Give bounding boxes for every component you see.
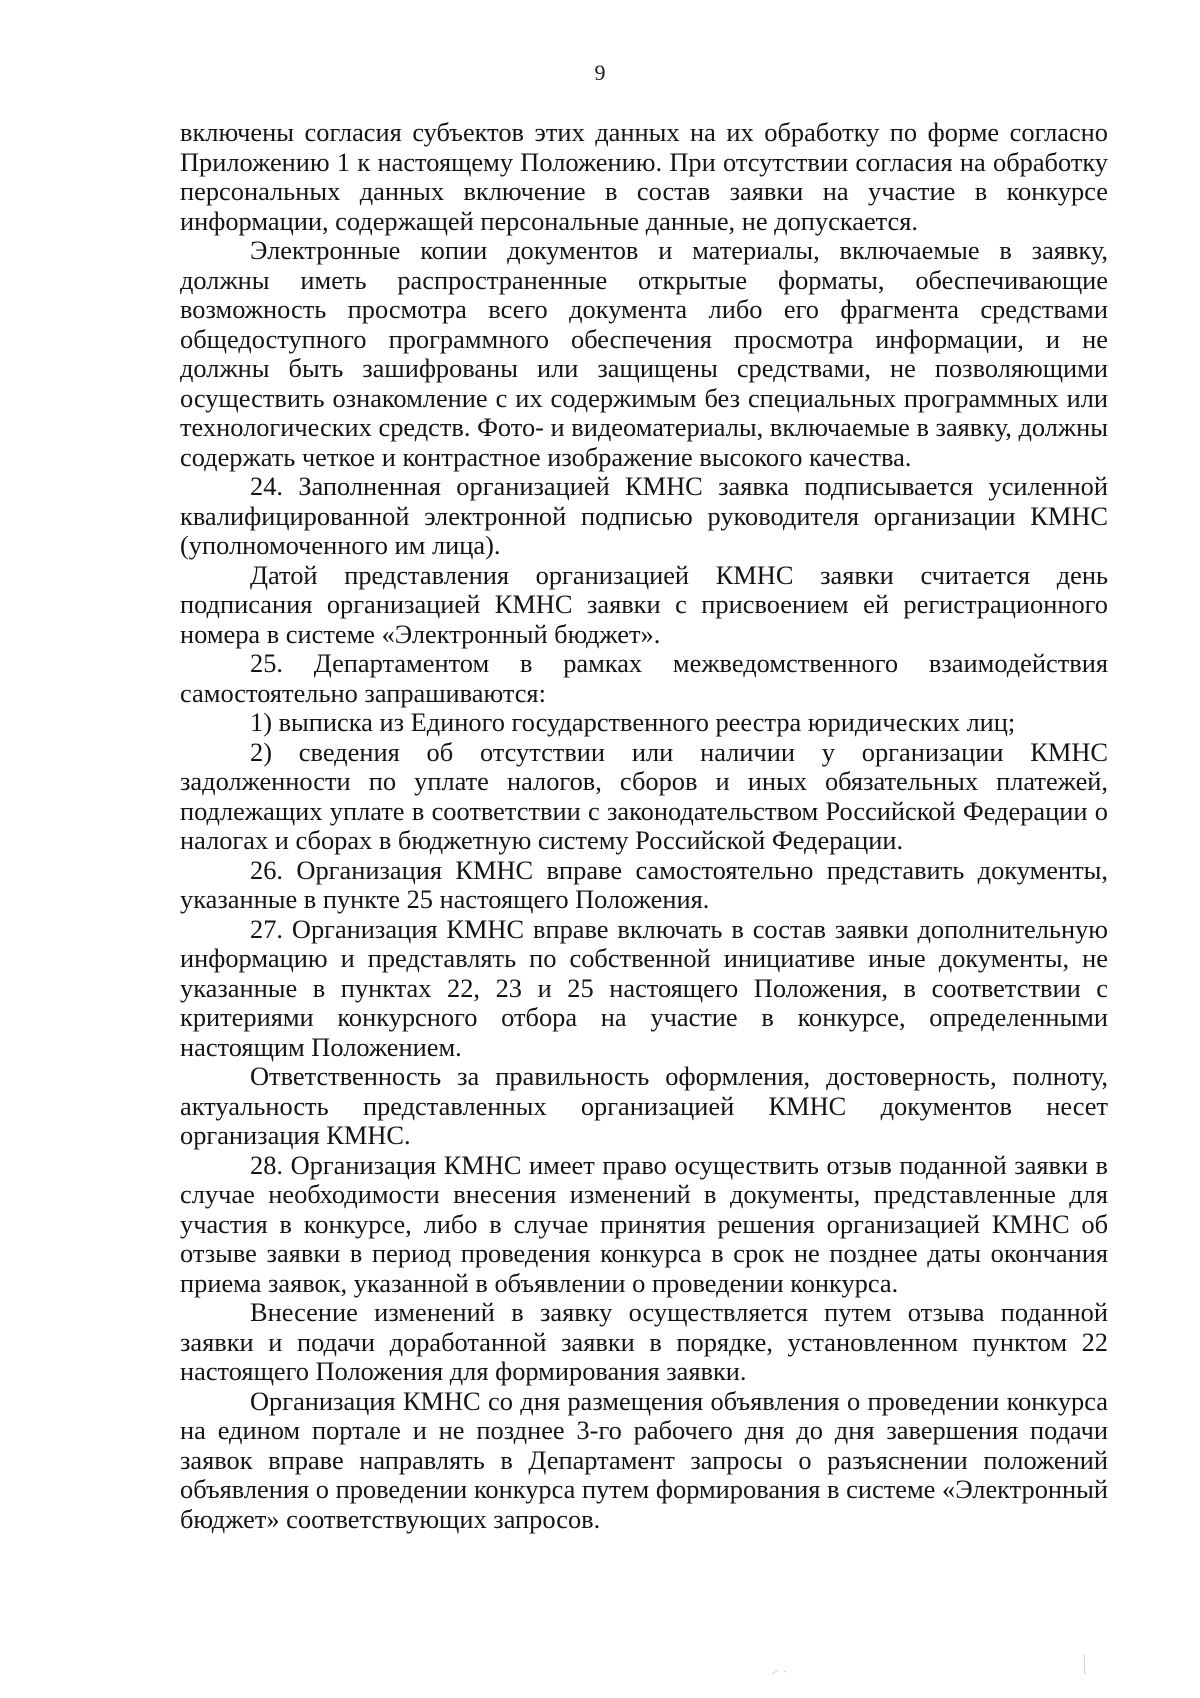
paragraph-clarification-requests: Организация КМНС со дня размещения объявления о проведении конкурса на едином портале и не позднее 3-го рабочего дня до дня завершения подачи заявок вправе направлять в Департамент запросы о разъяснении положений объявления о проведении конкурса путем формирования в системе «Электронный бюджет» соответствующих запросов. — [180, 1385, 1108, 1534]
paragraph-continuation: включены согласия субъектов этих данных на их обработку по форме согласно Приложению 1 к настоящему Положению. При отсутствии согласия на обработку персональных данных включение в состав заявки на участие в конкурсе информации, содержащей персональные данные, не допускается. — [180, 117, 1108, 236]
paragraph-amendments: Внесение изменений в заявку осуществляется путем отзыва поданной заявки и подачи доработанной заявки в порядке, установленном пунктом 22 настоящего Положения для формирования заявки. — [180, 1297, 1108, 1386]
paragraph-26: 26. Организация КМНС вправе самостоятельно представить документы, указанные в пункте 25 настоящего Положения. — [180, 854, 1108, 914]
document-body — [180, 118, 1108, 1534]
paragraph-28: 28. Организация КМНС имеет право осуществить отзыв поданной заявки в случае необходимости внесения изменений в документы, представленные для участия в конкурсе, либо в случае принятия решения организацией КМНС об отзыве заявки в период проведения конкурса в срок не позднее даты окончания приема заявок, указанной в объявлении о проведении конкурса. — [180, 1149, 1108, 1298]
paragraph-27: 27. Организация КМНС вправе включать в состав заявки дополнительную информацию и представлять по собственной инициативе иные документы, не указанные в пунктах 22, 23 и 25 настоящего Положения, в соответствии с критериями конкурсного отбора на участие в конкурсе, определенными настоящим Положением. — [180, 913, 1108, 1062]
paragraph-25: 25. Департаментом в рамках межведомственного взаимодействия самостоятельно запрашиваются: — [180, 648, 1108, 708]
paragraph-electronic-copies: Электронные копии документов и материалы, включаемые в заявку, должны иметь распространенные открытые форматы, обеспечивающие возможность просмотра всего документа либо его фрагмента средствами общедоступного программного обеспечения просмотра информации, и не должны быть зашифрованы или защищены средствами, не позволяющими осуществить ознакомление с их содержимым без специальных программных или технологических средств. Фото- и видеоматериалы, включаемые в заявку, должны содержать четкое и контрастное изображение высокого качества. — [180, 235, 1108, 472]
paragraph-25-item-2: 2) сведения об отсутствии или наличии у организации КМНС задолженности по уплате налогов, сборов и иных обязательных платежей, подлежащих уплате в соответствии с законодательством Российской Федерации о налогах и сборах в бюджетную систему Российской Федерации. — [180, 736, 1108, 855]
page-number: 9 — [594, 60, 606, 85]
scan-speck-mark — [1076, 1650, 1096, 1680]
paragraph-submission-date: Датой представления организацией КМНС заявки считается день подписания организацией КМНС заявки с присвоением ей регистрационного номера в системе «Электронный бюджет». — [180, 559, 1108, 649]
scan-speck-mark — [770, 1660, 810, 1680]
paragraph-25-item-1: 1) выписка из Единого государственного реестра юридических лиц; — [250, 707, 1016, 737]
paragraph-24: 24. Заполненная организацией КМНС заявка подписывается усиленной квалифицированной электронной подписью руководителя организации КМНС (уполномоченного им лица). — [180, 471, 1108, 560]
paragraph-responsibility: Ответственность за правильность оформления, достоверность, полноту, актуальность представленных организацией КМНС документов несет организация КМНС. — [180, 1061, 1108, 1150]
